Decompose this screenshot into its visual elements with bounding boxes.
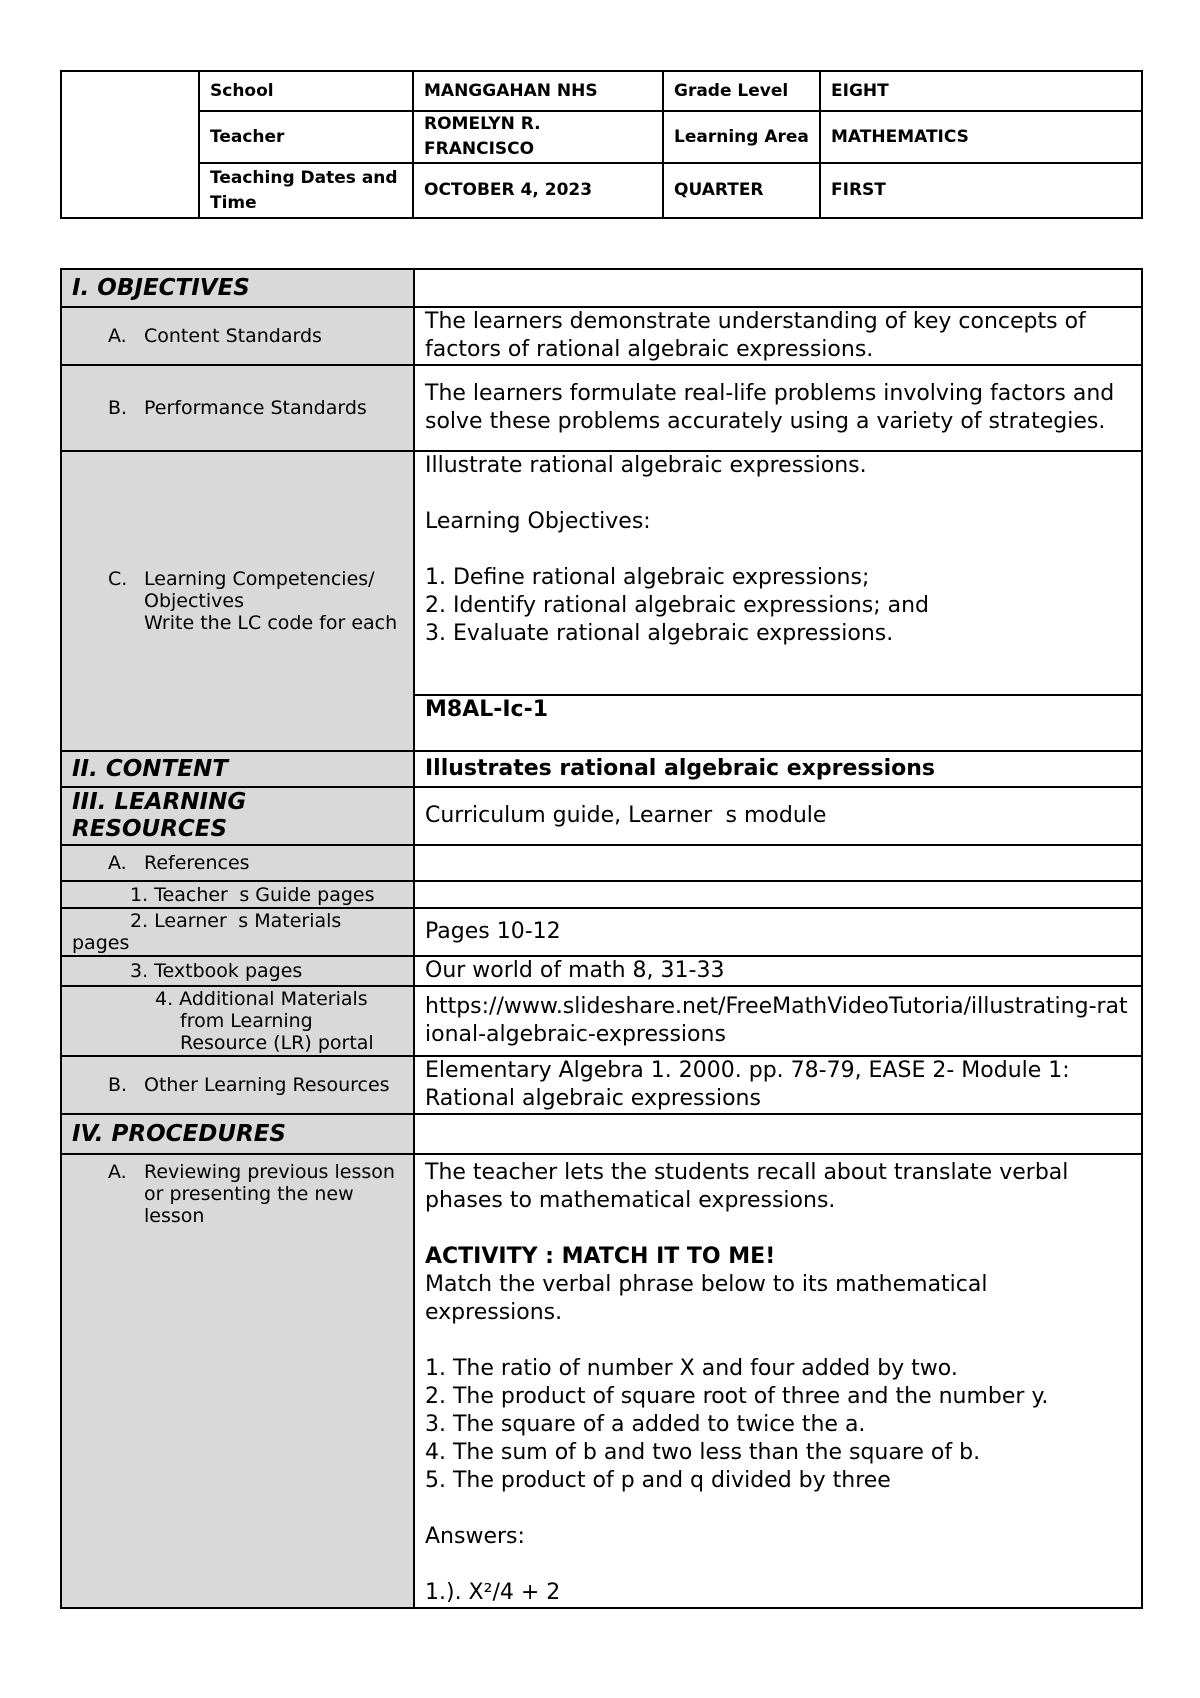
review-label: [61, 1154, 414, 1608]
logo-cell: [61, 71, 199, 218]
performance-standards-text: Performance Standards: [144, 397, 367, 419]
area-value: MATHEMATICS: [820, 111, 1142, 163]
review-marker: A.: [108, 1161, 127, 1183]
content-value: Illustrates rational algebraic expressions: [414, 751, 1142, 787]
competencies-value: [414, 451, 1142, 695]
learners-materials-label: 2. Learners Materials pages: [61, 908, 414, 956]
objectives-title: I. OBJECTIVES: [61, 269, 414, 307]
grade-label: Grade Level: [663, 71, 820, 111]
content-standards-label: [61, 307, 414, 365]
other-resources-label: [61, 1056, 414, 1114]
performance-standards-value: The learners formulate real-life problems involving factors and solve these problems accurately using a variety of strategies.: [414, 365, 1142, 451]
header-table: [60, 70, 1143, 219]
competencies-marker: C.: [108, 568, 128, 590]
activity-item: 4. The sum of b and two less than the square of b.: [425, 1440, 981, 1465]
references-text: References: [144, 852, 250, 874]
resources-value: Curriculum guide, Learners module: [414, 787, 1142, 845]
references-marker: A.: [108, 852, 127, 874]
answer-1: 1.). X²/4 + 2: [425, 1580, 561, 1605]
textbook-value: Our world of math 8, 31-33: [414, 956, 1142, 986]
performance-standards-marker: B.: [108, 397, 128, 419]
content-title: II. CONTENT: [61, 751, 414, 787]
review-value: [414, 1154, 1142, 1608]
review-text: Reviewing previous lesson or presenting the new lesson: [144, 1161, 395, 1227]
procedures-empty: [414, 1114, 1142, 1154]
activity-item: 2. The product of square root of three and the number y.: [425, 1384, 1049, 1409]
procedures-title: IV. PROCEDURES: [61, 1114, 414, 1154]
competencies-subtext: Write the LC code for each: [144, 612, 398, 634]
quarter-value: FIRST: [820, 163, 1142, 218]
school-label: School: [199, 71, 413, 111]
content-standards-marker: A.: [108, 325, 127, 347]
content-standards-value: The learners demonstrate understanding of key concepts of factors of rational algebraic expressions.: [414, 307, 1142, 365]
other-resources-value: Elementary Algebra 1. 2000. pp. 78-79, EASE 2- Module 1: Rational algebraic expressions: [414, 1056, 1142, 1114]
lesson-plan-table: [60, 268, 1143, 1609]
references-label: [61, 845, 414, 881]
learners-materials-value: Pages 10-12: [414, 908, 1142, 956]
references-empty: [414, 845, 1142, 881]
activity-item: 1. The ratio of number X and four added by two.: [425, 1356, 958, 1381]
activity-title: ACTIVITY : MATCH IT TO ME!: [425, 1244, 776, 1269]
additional-materials-label: 4. Additional Materials from Learning Resource (LR) portal: [61, 986, 414, 1056]
teachers-guide-empty: [414, 881, 1142, 908]
dates-value: OCTOBER 4, 2023: [413, 163, 663, 218]
school-value: MANGGAHAN NHS: [413, 71, 663, 111]
other-resources-marker: B.: [108, 1074, 128, 1096]
dates-label: Teaching Dates and Time: [199, 163, 413, 218]
textbook-label: 3. Textbook pages: [61, 956, 414, 986]
content-standards-text: Content Standards: [144, 325, 322, 347]
activity-instruction: Match the verbal phrase below to its mathematical expressions.: [425, 1272, 988, 1325]
competency-item: 1. Define rational algebraic expressions;: [425, 565, 870, 590]
resources-title: III. LEARNING RESOURCES: [61, 787, 414, 845]
additional-materials-value: https://www.slideshare.net/FreeMathVideoTutoria/illustrating-rational-algebraic-expressions: [414, 986, 1142, 1056]
answers-label: Answers:: [425, 1524, 525, 1549]
activity-item: 5. The product of p and q divided by three: [425, 1468, 891, 1493]
competency-item: 3. Evaluate rational algebraic expressions.: [425, 621, 894, 646]
teachers-guide-label: 1. Teachers Guide pages: [61, 881, 414, 908]
area-label: Learning Area: [663, 111, 820, 163]
lc-code: M8AL-Ic-1: [414, 695, 1142, 751]
performance-standards-label: [61, 365, 414, 451]
competency-item: 2. Identify rational algebraic expressions; and: [425, 593, 929, 618]
other-resources-text: Other Learning Resources: [144, 1074, 390, 1096]
competency-line-2: Learning Objectives:: [425, 509, 651, 534]
quarter-label: QUARTER: [663, 163, 820, 218]
objectives-empty: [414, 269, 1142, 307]
grade-value: EIGHT: [820, 71, 1142, 111]
competencies-text: Learning Competencies/ Objectives: [144, 568, 375, 612]
competency-line-1: Illustrate rational algebraic expressions.: [425, 453, 867, 478]
teacher-label: Teacher: [199, 111, 413, 163]
teacher-value: ROMELYN R. FRANCISCO: [413, 111, 663, 163]
review-intro: The teacher lets the students recall about translate verbal phases to mathematical expressions.: [425, 1160, 1069, 1213]
competencies-label: [61, 451, 414, 751]
activity-item: 3. The square of a added to twice the a.: [425, 1412, 866, 1437]
